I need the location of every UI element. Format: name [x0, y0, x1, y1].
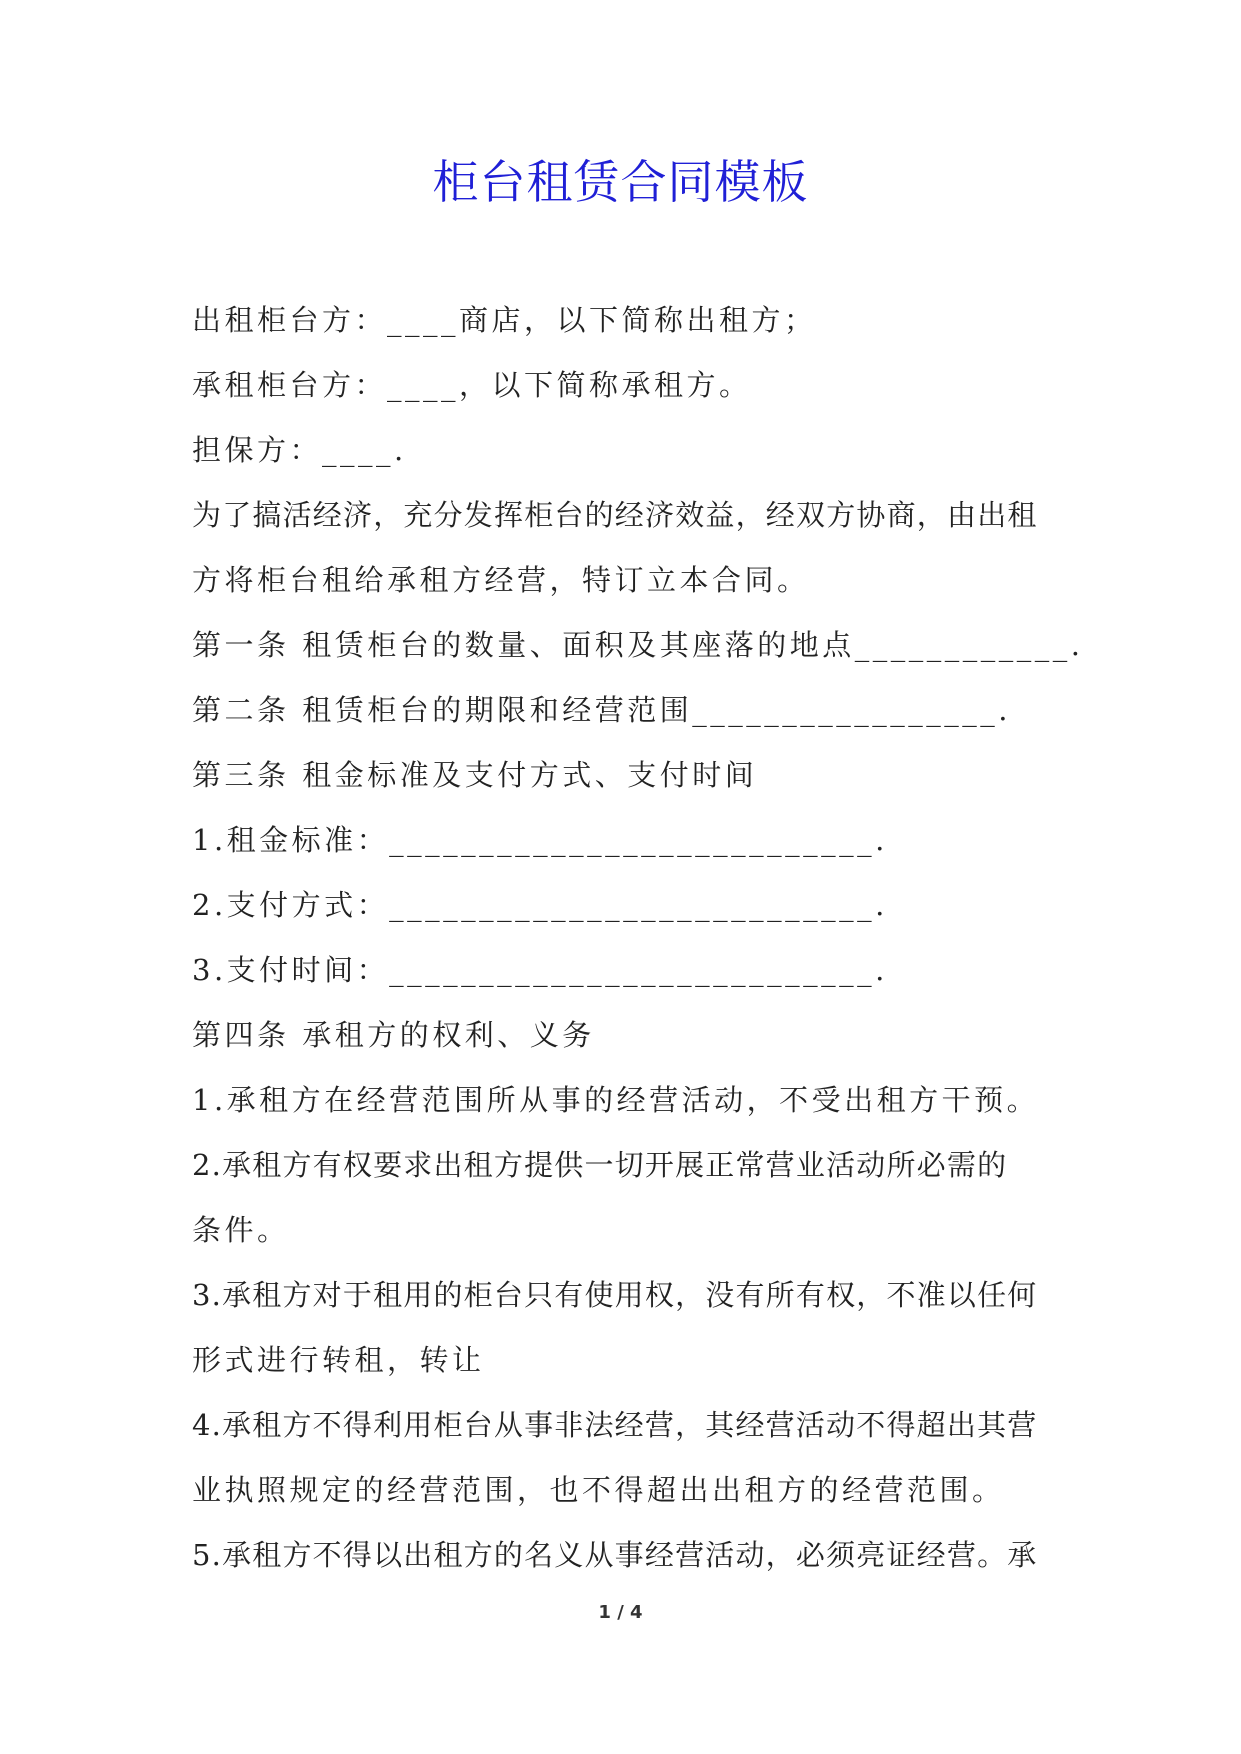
- document-title: 柜台租赁合同模板: [432, 155, 809, 209]
- article-4-item-2-line-2: 条件。: [192, 1213, 290, 1247]
- paragraph-lessee: 承租柜台方：____，以下简称承租方。: [192, 368, 752, 402]
- page-number: 1 / 4: [598, 1602, 643, 1623]
- article-4-item-3-line-1: 3.承租方对于租用的柜台只有使用权，没有所有权，不准以任何: [192, 1278, 1038, 1312]
- paragraph-purpose-line-2: 方将柜台租给承租方经营，特订立本合同。: [192, 563, 810, 597]
- article-4: 第四条 承租方的权利、义务: [192, 1018, 595, 1052]
- article-4-item-1: 1.承租方在经营范围所从事的经营活动，不受出租方干预。: [192, 1083, 1040, 1117]
- article-4-item-4-line-2: 业执照规定的经营范围，也不得超出出租方的经营范围。: [192, 1473, 1005, 1507]
- paragraph-lessor: 出租柜台方：____商店，以下简称出租方；: [192, 303, 817, 337]
- paragraph-guarantor: 担保方：____.: [192, 433, 407, 467]
- document-body: [192, 288, 1084, 1588]
- article-4-item-2-line-1: 2.承租方有权要求出租方提供一切开展正常营业活动所必需的: [192, 1148, 1008, 1182]
- article-4-item-3-line-2: 形式进行转租，转让: [192, 1343, 485, 1377]
- article-2: 第二条 租赁柜台的期限和经营范围_________________.: [192, 693, 1011, 727]
- article-3-item-1: 1.租金标准：___________________________.: [192, 823, 888, 857]
- article-4-item-4-line-1: 4.承租方不得利用柜台从事非法经营，其经营活动不得超出其营: [192, 1408, 1038, 1442]
- article-4-item-5-line-1: 5.承租方不得以出租方的名义从事经营活动，必须亮证经营。承: [192, 1538, 1038, 1572]
- article-3-item-2: 2.支付方式：___________________________.: [192, 888, 888, 922]
- article-3: 第三条 租金标准及支付方式、支付时间: [192, 758, 758, 792]
- paragraph-purpose-line-1: 为了搞活经济，充分发挥柜台的经济效益，经双方协商，由出租: [192, 498, 1038, 532]
- article-1: 第一条 租赁柜台的数量、面积及其座落的地点____________.: [192, 628, 1084, 662]
- article-3-item-3: 3.支付时间：___________________________.: [192, 953, 888, 987]
